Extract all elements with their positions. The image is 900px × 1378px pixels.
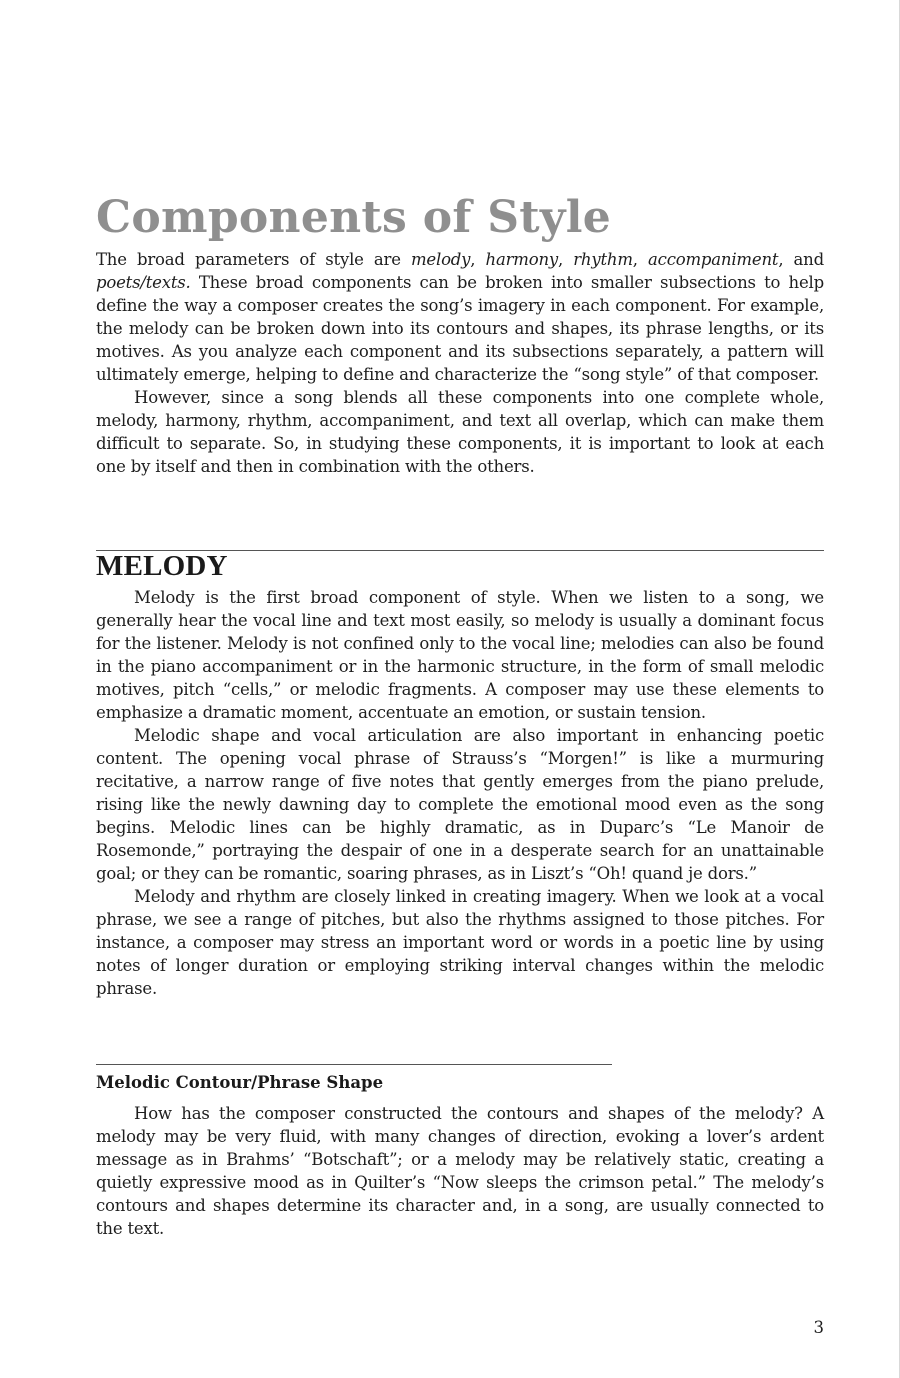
intro-paragraph-2: However, since a song blends all these components into one complete whole, melody, harmony, rhythm, accompaniment, and text all overlap, which can make them difficult to separate. So, in studying these components, it is important to look at each one by itself and then in combination with the others. xyxy=(96,388,824,476)
contour-section xyxy=(96,1102,824,1240)
melody-section xyxy=(96,586,824,1000)
page-title: Components of Style xyxy=(96,192,612,243)
term-separator: , xyxy=(470,250,486,269)
intro-section xyxy=(96,248,824,478)
page-number: 3 xyxy=(813,1318,824,1337)
term-poets-texts: poets/texts. xyxy=(96,273,191,292)
section-heading-melody: MELODY xyxy=(96,550,228,582)
intro-text-start: The broad parameters of style are xyxy=(96,250,411,269)
contour-paragraph: How has the composer constructed the contours and shapes of the melody? A melody may be very fluid, with many changes of direction, evoking a lover’s ardent message as in Brahms’ “Botschaft”; or a melody may be relatively static, creating a quietly expressive mood as in Quilter’s “Now sleeps the crimson petal.” The melody’s contours and shapes determine its character and, in a song, are usually connected to the text. xyxy=(96,1104,824,1238)
intro-paragraph-1 xyxy=(96,248,824,386)
term-rhythm: rhythm xyxy=(573,250,633,269)
term-melody: melody xyxy=(410,250,471,269)
term-accompaniment: accompaniment xyxy=(648,250,779,269)
melody-paragraph-3: Melody and rhythm are closely linked in creating imagery. When we look at a vocal phrase, we see a range of pitches, but also the rhythms assigned to those pitches. For instance, a composer may stress an important word or words in a poetic line by using notes of longer duration or employing striking interval changes within the melodic phrase. xyxy=(96,887,824,998)
term-harmony: harmony xyxy=(485,250,559,269)
subsection-heading-contour: Melodic Contour/Phrase Shape xyxy=(96,1073,384,1092)
melody-paragraph-2: Melodic shape and vocal articulation are also important in enhancing poetic content. The opening vocal phrase of Strauss’s “Morgen!” is like a murmuring recitative, a narrow range of five notes that gently emerges from the piano prelude, rising like the newly dawning day to complete the emotional mood even as the song begins. Melodic lines can be highly dramatic, as in Duparc’s “Le Manoir de Rosemonde,” portraying the despair of one in a desperate search for an unattainable goal; or they can be romantic, soaring phrases, as in Liszt’s “Oh! quand je dors.” xyxy=(96,726,824,883)
melody-paragraph-1: Melody is the first broad component of style. When we listen to a song, we generally hear the vocal line and text most easily, so melody is usually a dominant focus for the listener. Melody is not confined only to the vocal line; melodies can also be found in the piano accompaniment or in the harmonic structure, in the form of small melodic motives, pitch “cells,” or melodic fragments. A composer may use these elements to emphasize a dramatic moment, accentuate an emotion, or sustain tension. xyxy=(96,588,824,722)
term-separator: , xyxy=(558,250,574,269)
intro-text-rest: These broad components can be broken into smaller subsections to help define the way a composer creates the song’s imagery in each component. For example, the melody can be broken down into its contours and shapes, its phrase lengths, or its motives. As you analyze each component and its subsections separately, a pattern will ultimately emerge, helping to define and characterize the “song style” of that composer. xyxy=(96,273,824,384)
term-separator: , xyxy=(632,250,649,269)
term-conjunction: , and xyxy=(778,250,824,269)
subsection-rule xyxy=(96,1064,612,1065)
